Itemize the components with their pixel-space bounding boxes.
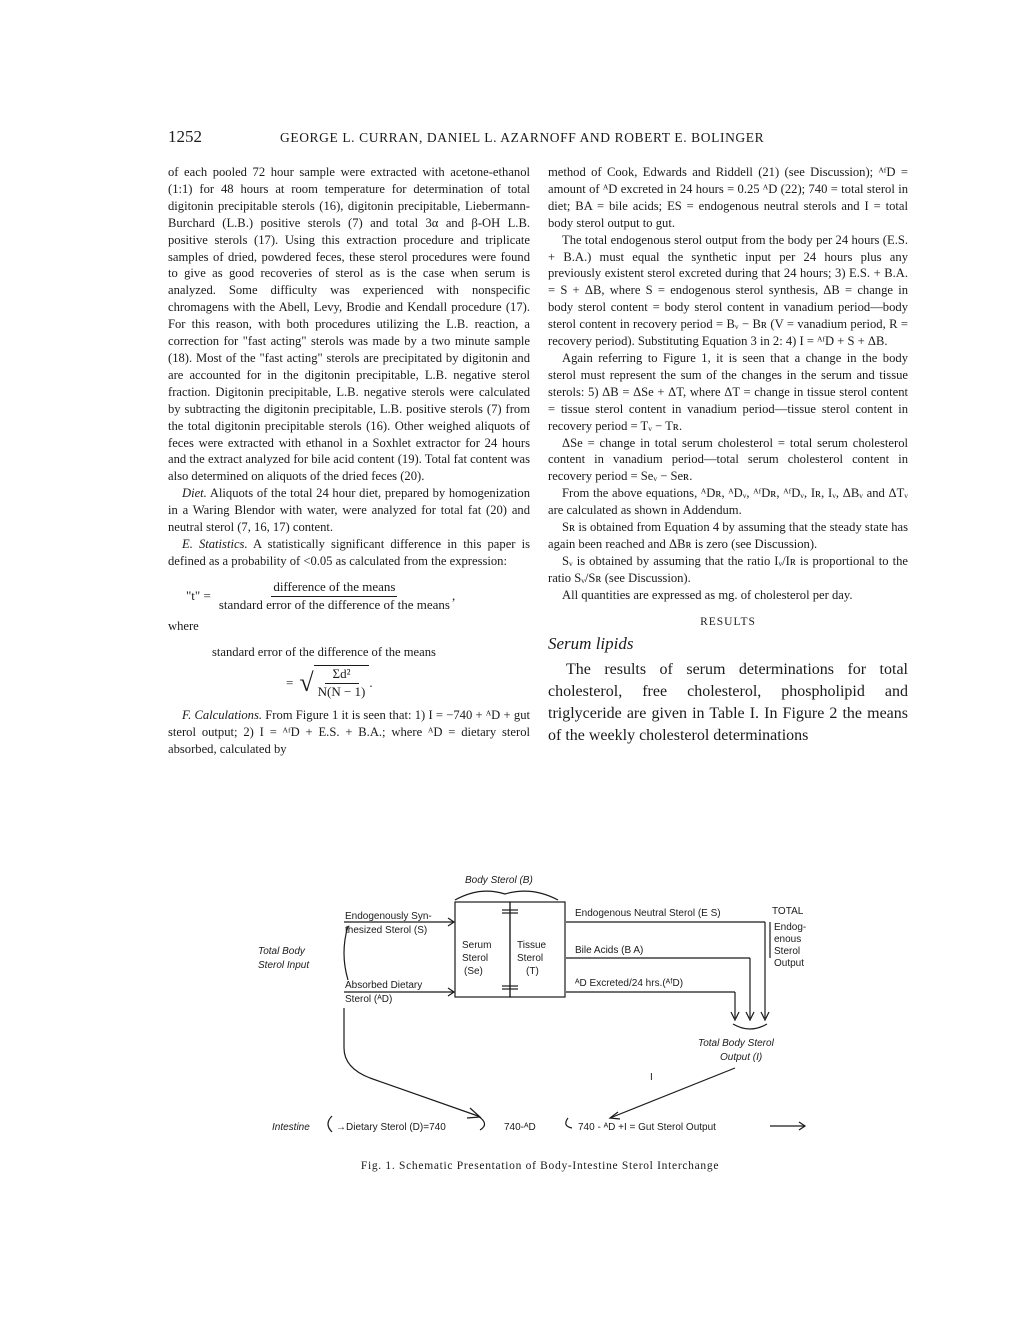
where-label: where <box>168 618 199 633</box>
paragraph-equations: From the above equations, ᴬDʀ, ᴬDᵥ, ᴬᶠDʀ, ᴬᶠDᵥ, Iʀ, Iᵥ, ΔBᵥ and ΔTᵥ are calculated as shown in Addendum. <box>548 486 908 518</box>
endog-output-label-3: Sterol <box>774 946 801 957</box>
endog-syn-label-1: Endogenously Syn- <box>345 911 432 922</box>
body-sterol-brace <box>455 891 558 900</box>
serum-label-2: Sterol <box>462 953 489 964</box>
se-line: standard error of the difference of the means <box>212 645 436 660</box>
paragraph-calculations <box>168 707 530 758</box>
intestine-brace <box>328 1116 332 1132</box>
se-period: . <box>369 674 373 690</box>
body-output-path <box>610 1068 735 1118</box>
se-formula: = √ $\frac{\text{Σd²}}{N(N - 1)}$ . <box>286 666 373 700</box>
ad-excreted-label: ᴬD Excreted/24 hrs.(ᴬᶠD) <box>575 978 684 989</box>
paragraph-method: method of Cook, Edwards and Riddell (21) (see Discussion); ᴬᶠD = amount of ᴬD excreted in 24 hours = 0.25 ᴬD (22); 740 = total sterol in diet; BA = bile acids; ES = endogenous neutral sterols and I = total body sterol output to gut. <box>548 165 908 230</box>
diet-label: Diet. <box>182 486 207 501</box>
total-output-brace <box>733 1024 767 1029</box>
left-column <box>168 164 530 758</box>
se-denominator: N(N − 1) <box>317 684 366 700</box>
paragraph-serum-results: The results of serum determinations for total cholesterol, free cholesterol, phospholipid and triglyceride are given in Table I. In Figure 2 the means of the weekly cholesterol determinations <box>548 661 908 745</box>
endog-syn-label-2: thesized Sterol (S) <box>345 925 428 936</box>
statistics-label: E. Statistics. <box>182 536 248 551</box>
dietary-sterol-label: →Dietary Sterol (D)=740 <box>336 1122 446 1133</box>
paragraph-sv: Sᵥ is obtained by assuming that the ratio Iᵥ/Iʀ is proportional to the ratio Sᵥ/Sʀ (see Discussion). <box>548 553 908 585</box>
right-column <box>548 164 908 747</box>
serum-label-1: Serum <box>462 940 492 951</box>
serum-lipids-heading: Serum lipids <box>548 634 634 654</box>
total-input-label-2: Sterol Input <box>258 960 310 971</box>
mid-740-label: 740-ᴬD <box>504 1122 536 1133</box>
serum-label-3: (Se) <box>464 966 483 977</box>
tissue-label-1: Tissue <box>517 940 547 951</box>
paragraph-sr: Sʀ is obtained from Equation 4 by assuming that the steady state has again been reached and ΔBʀ is zero (see Discussion). <box>548 520 908 551</box>
tissue-label-3: (T) <box>526 966 539 977</box>
total-label: TOTAL <box>772 906 804 917</box>
intestine-label: Intestine <box>272 1122 310 1133</box>
endog-output-label-2: enous <box>774 934 802 945</box>
paragraph-units: All quantities are expressed as mg. of cholesterol per day. <box>562 587 853 602</box>
total-input-label-1: Total Body <box>258 946 305 957</box>
i-label: I <box>650 1072 653 1083</box>
t-comma: , <box>451 587 456 603</box>
endog-output-label-4: Output <box>774 958 805 969</box>
t-lhs: "t" = <box>186 587 211 603</box>
paragraph-body-sterol-change: Again referring to Figure 1, it is seen that a change in the body sterol must represent the sum of the changes in the serum and tissue sterols: 5) ΔB = ΔSe + ΔT, where ΔT = change in tissue sterol content = tissue sterol content in vanadium period—tissue sterol content in recovery period = Tᵥ − Tʀ. <box>548 350 908 433</box>
paragraph-endogenous-output: The total endogenous sterol output from the body per 24 hours (E.S. + B.A.) must equal the synthetic input per 24 hours plus any previously existent sterol excreted during that 24 hours; 3) E.S. + B.A. = S + ΔB, where S = endogenous sterol synthesis, ΔB = change in body sterol content = body sterol content in vanadium period—body sterol content in recovery period = Bᵥ − Bʀ (V = vanadium period, R = recovery period). Substituting Equation 3 in 2: 4) I = ᴬᶠD + S + ΔB. <box>548 232 908 349</box>
t-denominator: standard error of the difference of the means <box>218 596 450 612</box>
calculations-text: From Figure 1 it is seen that: 1) I = −740 + ᴬD + gut sterol output; 2) I = ᴬᶠD + E.S. + B.A.; where ᴬD = dietary sterol absorbed, calculated by <box>168 708 530 756</box>
paragraph-extraction: of each pooled 72 hour sample were extracted with acetone-ethanol (1:1) for 48 hours at room temperature for determination of total digitonin precipitable sterols (16), digitonin precipitable, Liebermann-Burchard (L.B.) positive sterols (7) and total 3α and β-OH L.B. positive sterols (17). Using this extraction procedure and triplicate samples of dried, powdered feces, these sterol procedures were found to give as good recoveries of sterol as is the case when serum is analyzed. Some difficulty was experienced with nonspecific chromagens with the Abell, Levy, Brodie and Kendall procedure (17). For this reason, with both procedures utilizing the L.B. reaction, a correction for "fast acting" sterols was made by a two minute sample (18). Most of the "fast acting" sterols are precipitated by digitonin and are accounted for in the digitonin precipitable, L.B. negative sterol fraction. Digitonin precipitable, L.B. negative sterols were calculated by subtracting the digitonin precipitable, L.B. positive sterols (7) from the total digitonin precipitable sterols (16). Other weighed aliquots of feces were extracted with ethanol in a Soxhlet extractor for 24 hours and the extract analyzed for bile acid content (19). Total fat content was also determined on aliquots of the dried feces (20). <box>168 165 530 484</box>
gut-hook <box>566 1118 572 1128</box>
absorbed-label-2: Sterol (ᴬD) <box>345 994 393 1005</box>
gut-output-label: 740 - ᴬD +I = Gut Sterol Output <box>578 1122 716 1133</box>
tissue-label-2: Sterol <box>517 953 544 964</box>
body-sterol-label: Body Sterol (B) <box>465 875 533 886</box>
dietary-absorption-path <box>344 1008 478 1116</box>
endog-neutral-label: Endogenous Neutral Sterol (E S) <box>575 908 721 919</box>
t-formula <box>186 579 530 614</box>
running-head: GEORGE L. CURRAN, DANIEL L. AZARNOFF AND ROBERT E. BOLINGER <box>280 130 765 145</box>
page-number: 1252 <box>168 127 202 146</box>
total-output-label-1: Total Body Sterol <box>698 1038 774 1049</box>
paragraph-statistics <box>168 536 530 570</box>
calculations-label: F. Calculations. <box>182 708 262 723</box>
t-numerator: difference of the means <box>271 579 397 597</box>
bile-acids-label: Bile Acids (B A) <box>575 945 644 956</box>
se-numerator: Σd² <box>325 666 359 684</box>
paragraph-delta-se: ΔSe = change in total serum cholesterol = total serum cholesterol content in vanadium period—total serum cholesterol content in recovery period = Seᵥ − Seʀ. <box>548 435 908 484</box>
absorbed-label-1: Absorbed Dietary <box>345 980 423 991</box>
se-equals: = <box>286 674 294 690</box>
figure-1-schematic <box>250 868 830 1148</box>
statistics-text: A statistically significant difference in this paper is defined as a probability of <0.05 as calculated from the expression: <box>168 536 531 568</box>
diet-text: Aliquots of the total 24 hour diet, prepared by homogenization in a Waring Blendor with water, were analyzed for total fat (20) and neutral sterol (7, 16, 17) content. <box>168 486 530 535</box>
results-heading: RESULTS <box>700 615 756 628</box>
paragraph-diet <box>168 485 530 536</box>
figure-caption: Fig. 1. Schematic Presentation of Body-Intestine Sterol Interchange <box>360 1160 720 1172</box>
endog-output-label-1: Endog- <box>774 922 807 933</box>
total-output-label-2: Output (I) <box>720 1052 763 1063</box>
dietary-hook <box>478 1116 485 1130</box>
